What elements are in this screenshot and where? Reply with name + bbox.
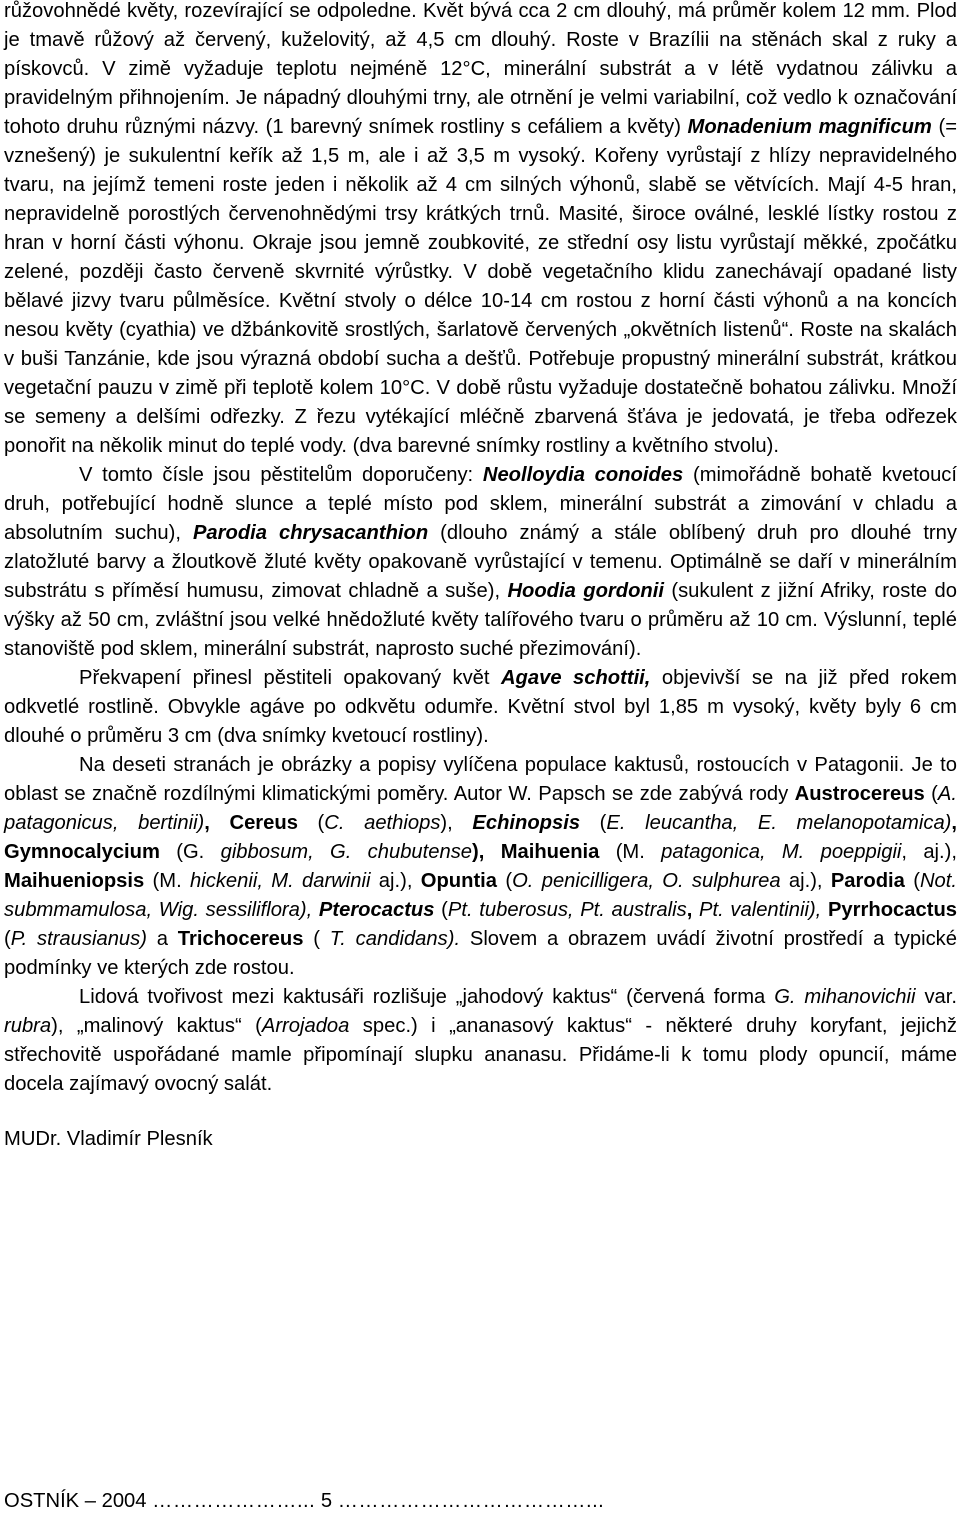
species-name-italic: Not. submmamulosa, Wig. sessiliflora),	[4, 870, 957, 921]
emphasis-run: Agave schottii,	[500, 667, 651, 689]
text-run: (	[297, 812, 325, 834]
text-run	[312, 899, 319, 921]
text-run: (= vznešený) je sukulentní keřík až 1,5 m, ale i až 3,5 m vysoký. Kořeny vyrůstají z hlízy nepravidelného tvaru, na jejímž temeni roste jeden i několik až 4 cm silných výhonů, slabě se větvících. Mají 4-5 hran, nepravidelně porostlých červenohnědými trsy krátkých trnů. Masité, široce oválné, lesklé lístky rostou z hran v horní části výhonu. Okraje jsou jemně zoubkovité, ze střední osy listu vyrůstají měkké, zpočátku zelené, později často červeně skvrnité výrůstky. V době vegetačního klidu zanechávají opadané listy bělavé jizvy tvaru půlměsíce. Květní stvoly o délce 10-14 cm rostou z horní části výhonů a na koncích nesou květy (cyathia) ve džbánkovitě srostlých, šarlatově červených „okvětních listenů“. Roste na skalách v buši Tanzánie, kde jsou výrazná období sucha a dešťů. Potřebuje propustný minerální substrát, krátkou vegetační pauzu v zimě při teplotě kolem 10°C. V době růstu vyžaduje dostatečně bohatou zálivku. Množí se semeny a delšími odřezky. Z řezu vytékající mléčně zbarvená šťáva je jedovatá, je třeba odřezek ponořit na několik minut do teplé vody. (dva barevné snímky rostliny a květního stvolu).	[4, 116, 957, 457]
text-run: aj.),	[370, 870, 421, 892]
paragraph-p5	[4, 983, 957, 1099]
text-run: (	[904, 870, 920, 892]
text-run: (	[924, 783, 938, 805]
emphasis-run: Echinopsis	[472, 812, 581, 834]
species-name-italic: T. candidans).	[329, 928, 461, 950]
paragraph-p1	[4, 0, 957, 461]
page-footer	[4, 1489, 604, 1513]
text-run: aj.),	[780, 870, 831, 892]
text-run: Lidová tvořivost mezi kaktusáři rozlišuje „jahodový kaktus“ (červená forma	[79, 986, 775, 1008]
footer-journal: OSTNÍK – 2004	[4, 1490, 147, 1512]
text-run: ),	[440, 812, 473, 834]
species-name-italic: C. aethiops	[324, 812, 441, 834]
genus-name-bold: Maihuenia	[500, 841, 600, 863]
article-body	[4, 0, 957, 1099]
species-name-bold-italic	[507, 580, 664, 602]
text-run: Slovem a obrazem uvádí životní prostředí a typické podmínky ve kterých zde rostou.	[4, 928, 957, 979]
species-name-italic: gibbosum, G. chubutense	[220, 841, 473, 863]
genus-name-bold: Pyrrhocactus	[827, 899, 957, 921]
author-signature: MUDr. Vladimír Plesník	[4, 1128, 213, 1150]
emphasis-run: Neolloydia conoides	[482, 464, 684, 486]
species-name-italic: A. patagonicus, bertinii)	[4, 783, 957, 834]
text-run: (	[580, 812, 607, 834]
genus-name-bold: ,	[951, 812, 958, 834]
emphasis-run: Monadenium magnificum	[687, 116, 932, 138]
text-run: (M.	[599, 841, 662, 863]
species-name-italic: rubra	[4, 1015, 52, 1037]
genus-name-bold: Maihueniopsis	[4, 870, 145, 892]
footer-dots-left: …………………...	[152, 1490, 316, 1512]
species-name-italic: Arrojadoa	[261, 1015, 350, 1037]
species-name-italic: Pt. valentinii),	[699, 899, 822, 921]
emphasis-run: Hoodia gordonii	[507, 580, 664, 602]
text-run: (sukulent z jižní Afriky, roste do výšky až 50 cm, zvláštní jsou velké hnědožluté květy talířového tvaru o průměru až 10 cm. Výslunní, teplé stanoviště pod sklem, minerální substrát, naprosto suché přezimování).	[4, 580, 958, 660]
text-run: (	[4, 928, 11, 950]
text-run: V tomto čísle jsou pěstitelům doporučeny:	[79, 464, 483, 486]
text-run: (M.	[144, 870, 191, 892]
species-name-bold-italic	[319, 899, 435, 921]
genus-name-bold: Trichocereus	[177, 928, 304, 950]
species-name-bold-italic	[483, 464, 683, 486]
text-run	[821, 899, 828, 921]
species-name-italic: hickenii, M. darwinii	[190, 870, 371, 892]
text-run: (	[303, 928, 330, 950]
species-name-italic: P. strausianus)	[10, 928, 147, 950]
text-run: (mimořádně bohatě kvetoucí druh, potřebující hodně slunce a teplé místo pod sklem, minerální substrát a zimování v chladu a absolutním suchu),	[4, 464, 958, 544]
text-run: (dlouho známý a stále oblíbený druh pro dlouhé trny zlatožluté barvy a žloutkově žluté květy opakovaně vyrůstající v temenu. Optimálně se daří v minerálním substrátu s příměsí humusu, zimovat chladně a suše),	[4, 522, 957, 602]
text-run: var.	[915, 986, 957, 1008]
text-run: a	[146, 928, 178, 950]
paragraph-p2	[4, 461, 957, 664]
genus-name-bold: Austrocereus	[794, 783, 925, 805]
text-run: ), „malinový kaktus“ (	[51, 1015, 262, 1037]
species-name-bold-italic	[193, 522, 428, 544]
text-run: , aj.),	[901, 841, 957, 863]
genus-name-bold: ,	[686, 899, 700, 921]
paragraph-p4	[4, 751, 957, 983]
text-run: objevivší se na již před rokem odkvetlé rostlině. Obvykle agáve po odkvětu odumře. Květní stvol byl 1,85 m vysoký, květy byly 6 cm dlouhé o průměru 3 cm (dva snímky kvetoucí rostliny).	[4, 667, 957, 747]
genus-name-bold: ,	[204, 812, 230, 834]
text-run: (	[497, 870, 513, 892]
genus-name-bold: Parodia	[830, 870, 905, 892]
emphasis-run: Pterocactus	[318, 899, 435, 921]
text-run: (G.	[159, 841, 221, 863]
paragraph-p3	[4, 664, 957, 751]
genus-name-bold: Opuntia	[420, 870, 498, 892]
text-run: spec.) i „ananasový kaktus“ - některé druhy koryfant, jejichž střechovitě uspořádané mamle připomínají slupku ananasu. Přidáme-li k tomu plody opuncií, máme docela zajímavý ovocný salát.	[4, 1015, 957, 1095]
text-run: Na deseti stranách je obrázky a popisy vylíčena populace kaktusů, rostoucích v Patagonii. Je to oblast se značně rozdílnými klimatickými poměry. Autor W. Papsch se zde zabývá rody	[4, 754, 957, 805]
text-run: Překvapení přinesl pěstiteli opakovaný květ	[79, 667, 501, 689]
genus-name-bold: Gymnocalycium	[4, 841, 160, 863]
genus-name-bold: Cereus	[229, 812, 298, 834]
article-page	[4, 0, 957, 1154]
species-name-bold-italic	[501, 667, 650, 689]
emphasis-run: Parodia chrysacanthion	[192, 522, 429, 544]
text-run: růžovohnědé květy, rozevírající se odpoledne. Květ bývá cca 2 cm dlouhý, má průměr kolem 12 mm. Plod je tmavě růžový až červený, kuželovitý, až 4,5 cm dlouhý. Roste v Brazílii na stěnách skal z ruky a pískovců. V zimě vyžaduje teplotu nejméně 12°C, minerální substrát a v létě vydatnou zálivku a pravidelným přihnojením. Je nápadný dlouhými trny, ale otrnění je velmi variabilní, což vedlo k označování tohoto druhu různými názvy. (1 barevný snímek rostliny s cefáliem a květy)	[4, 0, 957, 138]
species-name-bold-italic	[688, 116, 932, 138]
genus-name-bold: ),	[472, 841, 501, 863]
text-run: (	[434, 899, 448, 921]
species-name-italic: G. mihanovichii	[774, 986, 916, 1008]
footer-dots-right: ………………………………...	[337, 1490, 605, 1512]
species-name-italic: O. penicilligera, O. sulphurea	[512, 870, 781, 892]
species-name-italic: patagonica, M. poeppigii	[661, 841, 902, 863]
species-name-italic: E. leucantha, E. melanopotamica)	[606, 812, 952, 834]
species-name-italic: Pt. tuberosus, Pt. australis	[447, 899, 687, 921]
species-name-bold-italic	[472, 812, 580, 834]
footer-page-number: 5	[320, 1490, 333, 1512]
